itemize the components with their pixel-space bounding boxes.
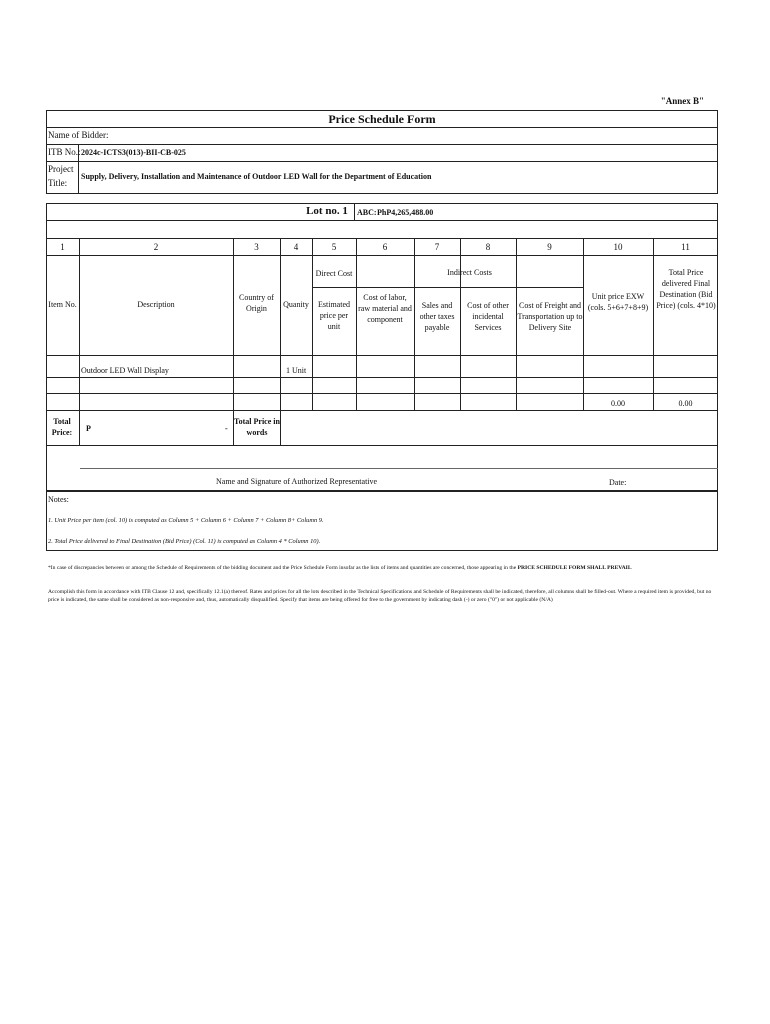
col-number-10: 10	[613, 242, 623, 252]
header-unit-price-exw: Unit price EXW (cols. 5+6+7+8+9)	[587, 292, 649, 312]
note-1: 1. Unit Price per item (col. 10) is computed as Column 5 + Column 6 + Column 7 + Column 8+ Column 9.	[48, 517, 324, 524]
footnote-discrepancies-text: *In case of discrepancies between or among the Schedule of Requirements of the bidding document and the Price Schedule Form insofar as the lists of items and quantities are concerned, those appearing in the	[48, 565, 517, 571]
annex-label: "Annex B"	[660, 96, 704, 106]
col-number-2: 2	[153, 242, 159, 252]
footnote-discrepancies	[48, 564, 718, 572]
col-number-11: 11	[681, 242, 690, 252]
project-title: Supply, Delivery, Installation and Maintenance of Outdoor LED Wall for the Department of Education	[81, 172, 432, 181]
header-indirect-costs: Indirect Costs	[447, 268, 492, 277]
header-item-no: Item No.	[48, 300, 77, 309]
header-freight: Cost of Freight and Transportation up to Delivery Site	[517, 301, 583, 332]
item-quantity: 1 Unit	[286, 366, 307, 375]
form-title: Price Schedule Form	[328, 112, 436, 126]
header-labor: Cost of labor, raw material and component	[358, 293, 412, 324]
signature-label: Name and Signature of Authorized Representative	[216, 477, 378, 486]
abc-label: ABC:	[357, 208, 377, 217]
total-price-in-words-label: Total Price in words	[234, 417, 280, 437]
abc-value: PhP4,265,488.00	[377, 208, 434, 217]
header-direct-cost: Direct Cost	[315, 269, 353, 278]
header-other-costs: Cost of other incidental Services	[467, 301, 509, 332]
header-estimated-price: Estimated price per unit	[318, 300, 350, 331]
col-number-5: 5	[331, 242, 337, 252]
col-number-4: 4	[293, 242, 299, 252]
total-price-dash: -	[225, 424, 228, 433]
col-number-7: 7	[434, 242, 440, 252]
header-description: Description	[137, 300, 175, 309]
col-number-1: 1	[60, 242, 65, 252]
project-label-line2: Title:	[48, 178, 68, 188]
total-price-label: Total Price:	[51, 417, 73, 437]
col-number-8: 8	[485, 242, 491, 252]
header-country: Country of Origin	[239, 293, 274, 313]
notes-label: Notes:	[48, 495, 69, 504]
item-description: Outdoor LED Wall Display	[81, 366, 169, 375]
subtotal-col11: 0.00	[678, 399, 693, 408]
lot-label: Lot no. 1	[306, 205, 348, 217]
subtotal-col10: 0.00	[611, 399, 625, 408]
header-sales-taxes: Sales and other taxes payable	[419, 301, 455, 332]
header-total-price: Total Price delivered Final Destination (Bid Price) (cols. 4*10)	[656, 268, 716, 310]
col-number-3: 3	[254, 242, 259, 252]
footnote-prevail: PRICE SCHEDULE FORM SHALL PREVAIL	[517, 565, 632, 571]
footnote-instructions: Accomplish this form in accordance with ITB Clause 12 and, specifically 12.1(a) thereof. Rates and prices for all the lots described in the Technical Specifications and Schedule of Requirements shall be indicated, therefore, all columns shall be filled-out. Where a required item is provided, but no price is indicated, the same shall be considered as non-responsive and, thus, automatically disqualified. Specify that items are being offered for free to the government by indicating dash (-) or zero ("0") or not applicable (N/A)	[48, 589, 712, 603]
total-price-value: P	[86, 424, 91, 433]
col-number-9: 9	[547, 242, 552, 252]
header-quantity: Quanity	[283, 300, 309, 309]
itb-label: ITB No.:	[48, 147, 81, 157]
date-label: Date:	[609, 478, 627, 487]
bidder-label: Name of Bidder:	[48, 130, 109, 140]
note-2: 2. Total Price delivered to Final Destination (Bid Price) (Col. 11) is computed as Column 4 * Column 10).	[48, 538, 321, 545]
col-number-6: 6	[382, 242, 388, 252]
itb-value: 2024c-ICTS3(013)-BII-CB-025	[81, 148, 186, 157]
project-label-line1: Project	[48, 164, 74, 174]
